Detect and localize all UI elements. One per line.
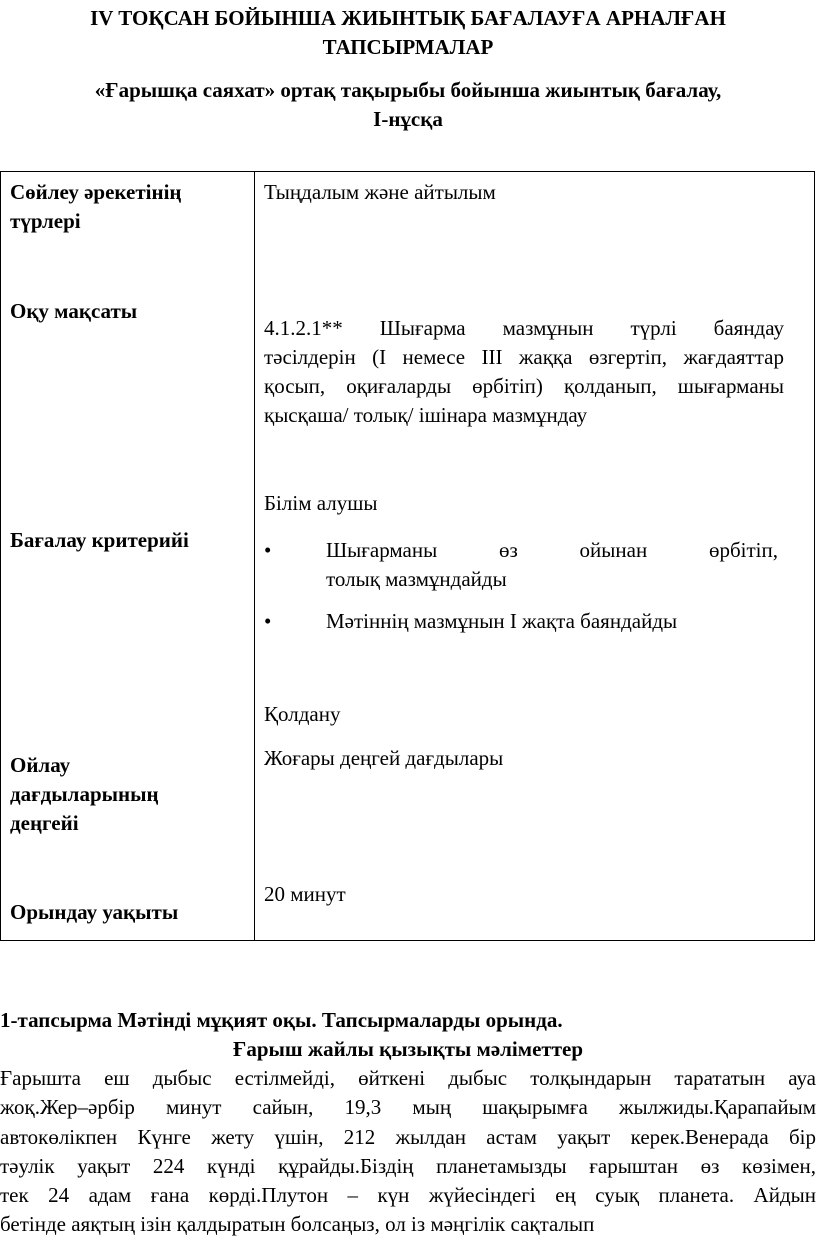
page-subtitle-line-2: І-нұсқа	[373, 107, 443, 131]
speech-types-label: Сөйлеу әрекетінің түрлері	[10, 180, 182, 233]
bullet-icon: •	[264, 538, 272, 562]
criteria-bullet-1: Шығарманы өз ойынан өрбітіп, толық мазмұндайды	[326, 538, 778, 591]
thinking-value-2: Жоғары деңгей дағдылары	[264, 746, 504, 770]
table-column-divider	[254, 171, 255, 941]
bullet-icon: •	[264, 609, 272, 633]
page-title-line-1: IV ТОҚСАН БОЙЫНША ЖИЫНТЫҚ БАҒАЛАУҒА АРНАЛҒАН	[90, 6, 726, 30]
criteria-label: Бағалау критерийі	[10, 528, 189, 552]
criteria-bullet-2: Мәтіннің мазмұнын І жақта баяндайды	[326, 609, 678, 633]
page-subtitle-line-1: «Ғарышқа саяхат» ортақ тақырыбы бойынша жиынтық бағалау,	[94, 78, 722, 102]
task-text: Ғарышта еш дыбыс естілмейді, өйткені дыбыс толқындарын тарататын ауа жоқ.Жер–әрбір минут сайын, 19,3 мың шақырымға жылжиды.Қарапайым автокөлікпен Күнге жету үшін, 212 жылдан астам уақыт керек.Венерада бір тәулік уақыт 224 күнді құрайды.Біздің планетамызды ғарыштан өз көзімен, тек 24 адам ғана көрді.Плутон – күн жүйесіндегі ең суық планета. Айдын бетінде аяқтың ізін қалдыратын болсаңыз, ол із мәңгілік сақталып	[0, 1066, 816, 1237]
text-title: Ғарыш жайлы қызықты мәліметтер	[232, 1037, 584, 1061]
criteria-intro: Білім алушы	[264, 491, 378, 515]
speech-types-value: Тыңдалым және айтылым	[264, 180, 496, 204]
learning-goal-label: Оқу мақсаты	[10, 299, 138, 323]
thinking-label: Ойлау дағдыларының деңгейі	[10, 753, 159, 835]
learning-goal-value: 4.1.2.1** Шығарма мазмұнын түрлі баяндау тәсілдерін (І немесе ІІІ жаққа өзгертіп, жағдаяттар қосып, оқиғаларды өрбітіп) қолданып, шығарманы қысқаша/ толық/ ішінара мазмұндау	[264, 316, 784, 427]
time-value: 20 минут	[264, 882, 346, 906]
page-title-line-2: ТАПСЫРМАЛАР	[322, 35, 494, 59]
thinking-value-1: Қолдану	[264, 702, 341, 726]
task-heading: 1-тапсырма Мәтінді мұқият оқы. Тапсырмаларды орында.	[0, 1008, 563, 1032]
time-label: Орындау уақыты	[10, 900, 179, 924]
